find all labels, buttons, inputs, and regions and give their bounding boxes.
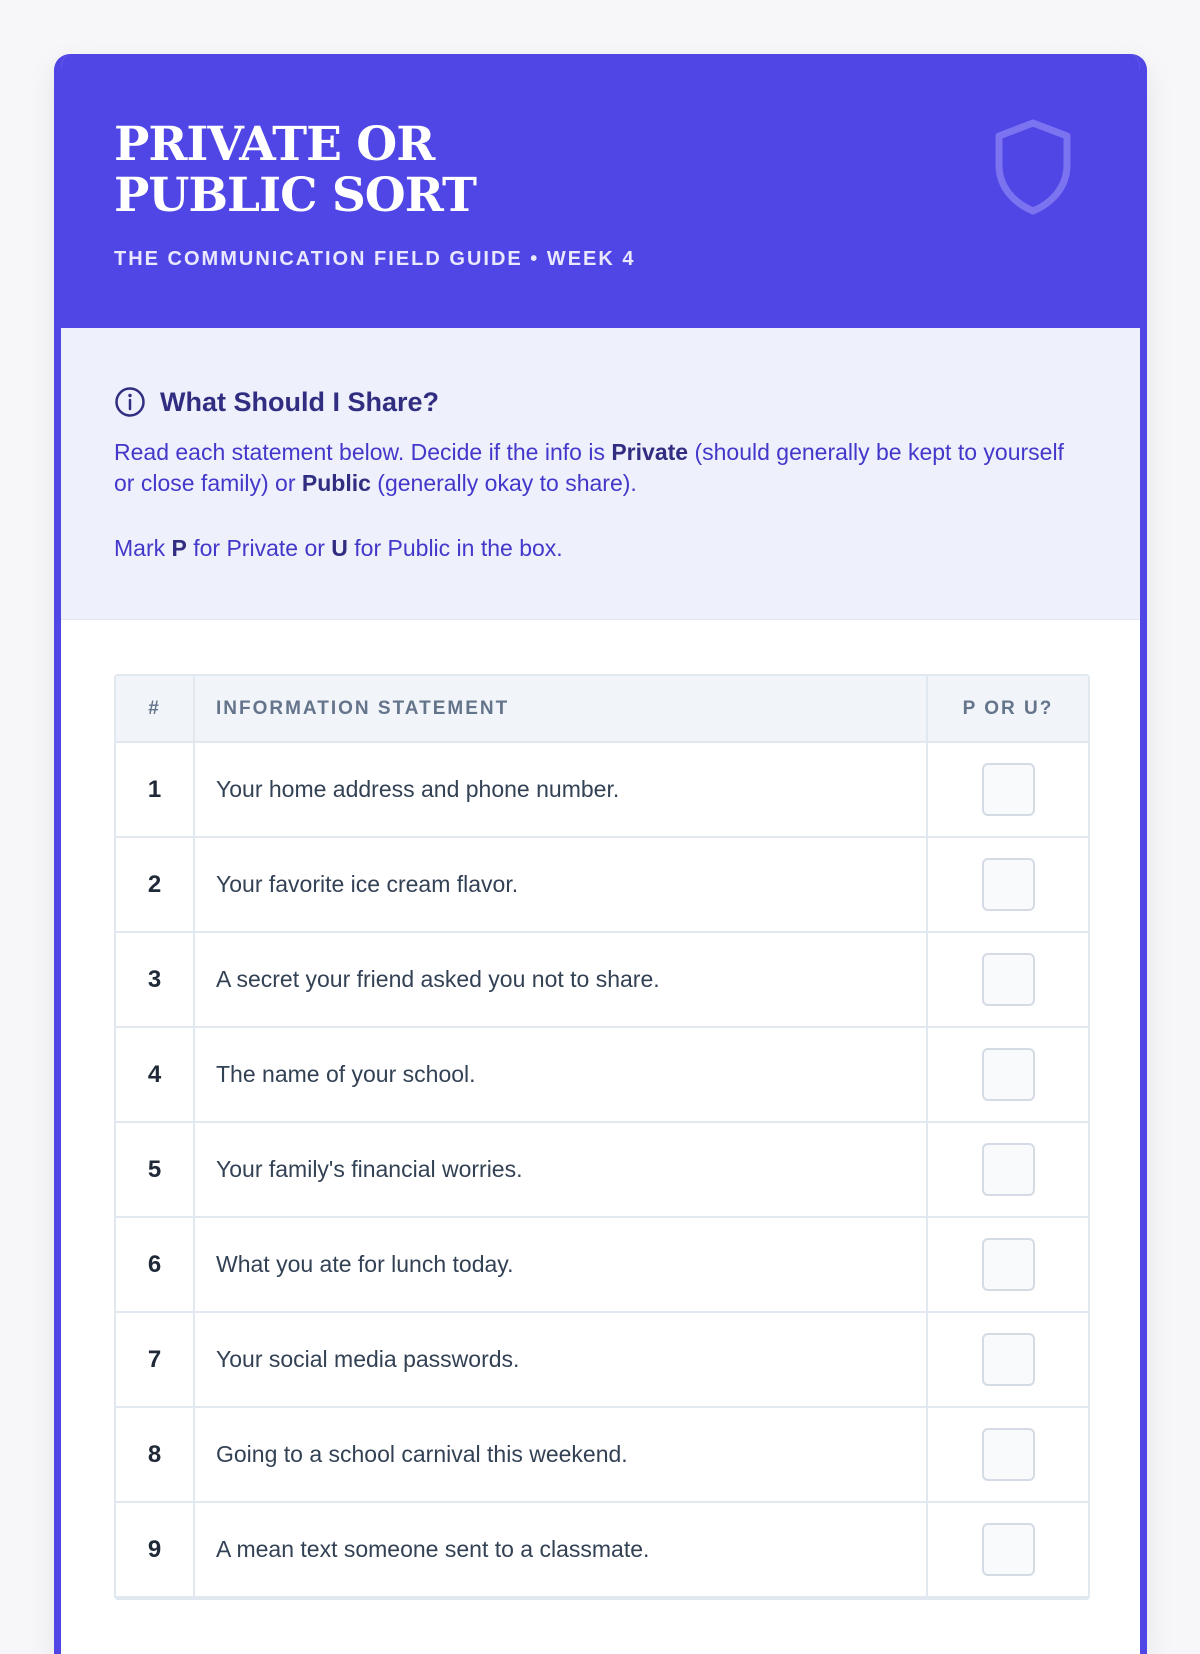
worksheet-card (54, 54, 1147, 1654)
row-statement: A mean text someone sent to a classmate. (216, 1536, 650, 1562)
row-statement: Your family's financial worries. (216, 1156, 523, 1182)
row-statement: Your home address and phone number. (216, 776, 620, 802)
answer-box[interactable] (982, 1048, 1035, 1101)
row-statement: A secret your friend asked you not to share. (216, 966, 660, 992)
sort-table (114, 674, 1090, 1600)
row-number: 1 (147, 775, 162, 803)
answer-box[interactable] (982, 858, 1035, 911)
table-row (116, 1218, 1088, 1313)
header-number: # (148, 697, 161, 719)
public-term: Public (301, 470, 371, 496)
info-circle-icon (114, 386, 146, 418)
table-row (116, 1123, 1088, 1218)
table-row (116, 1028, 1088, 1123)
answer-box[interactable] (982, 1428, 1035, 1481)
header-banner (61, 54, 1140, 328)
public-code: U (331, 535, 348, 561)
instructions-header (114, 386, 439, 418)
instruction-text: for Public in the box. (347, 535, 563, 561)
table-row (116, 743, 1088, 838)
instruction-text: Read each statement below. Decide if the info is (114, 439, 612, 465)
instructions-title: What Should I Share? (160, 386, 440, 417)
row-statement: Going to a school carnival this weekend. (216, 1441, 628, 1467)
page-subtitle: THE COMMUNICATION FIELD GUIDE • WEEK 4 (114, 248, 636, 270)
row-statement: What you ate for lunch today. (216, 1251, 514, 1277)
answer-box[interactable] (982, 1523, 1035, 1576)
table-row (116, 1408, 1088, 1503)
row-number: 6 (147, 1250, 162, 1278)
table-row (116, 933, 1088, 1028)
shield-icon (991, 117, 1075, 217)
table-row (116, 1313, 1088, 1408)
table-header-row (116, 676, 1088, 743)
instructions-panel (61, 328, 1140, 620)
table-row (116, 838, 1088, 933)
instruction-text: (generally okay to share). (370, 470, 637, 496)
header-answer: P OR U? (962, 697, 1054, 719)
header-statement: INFORMATION STATEMENT (216, 697, 510, 719)
instruction-text: (should generally be kept to yourself or close family) or (114, 439, 1064, 496)
row-number: 5 (147, 1155, 162, 1183)
answer-box[interactable] (982, 1143, 1035, 1196)
row-number: 8 (147, 1440, 162, 1468)
table-row (116, 1503, 1088, 1598)
row-number: 7 (147, 1345, 162, 1373)
row-statement: The name of your school. (216, 1061, 476, 1087)
private-term: Private (611, 439, 689, 465)
row-number: 4 (147, 1060, 162, 1088)
answer-box[interactable] (982, 1333, 1035, 1386)
instructions-paragraph-2 (114, 533, 1074, 564)
answer-box[interactable] (982, 953, 1035, 1006)
page-title-line-1: PRIVATE OR (114, 117, 435, 172)
instruction-text: Mark (114, 535, 172, 561)
page-title-line-2: PUBLIC SORT (114, 168, 476, 223)
answer-box[interactable] (982, 1238, 1035, 1291)
private-code: P (171, 535, 187, 561)
row-number: 9 (147, 1535, 162, 1563)
answer-box[interactable] (982, 763, 1035, 816)
row-number: 2 (147, 870, 162, 898)
instructions-paragraph-1 (114, 437, 1074, 499)
row-statement: Your favorite ice cream flavor. (216, 871, 519, 897)
row-statement: Your social media passwords. (216, 1346, 520, 1372)
instruction-text: for Private or (186, 535, 332, 561)
row-number: 3 (147, 965, 162, 993)
